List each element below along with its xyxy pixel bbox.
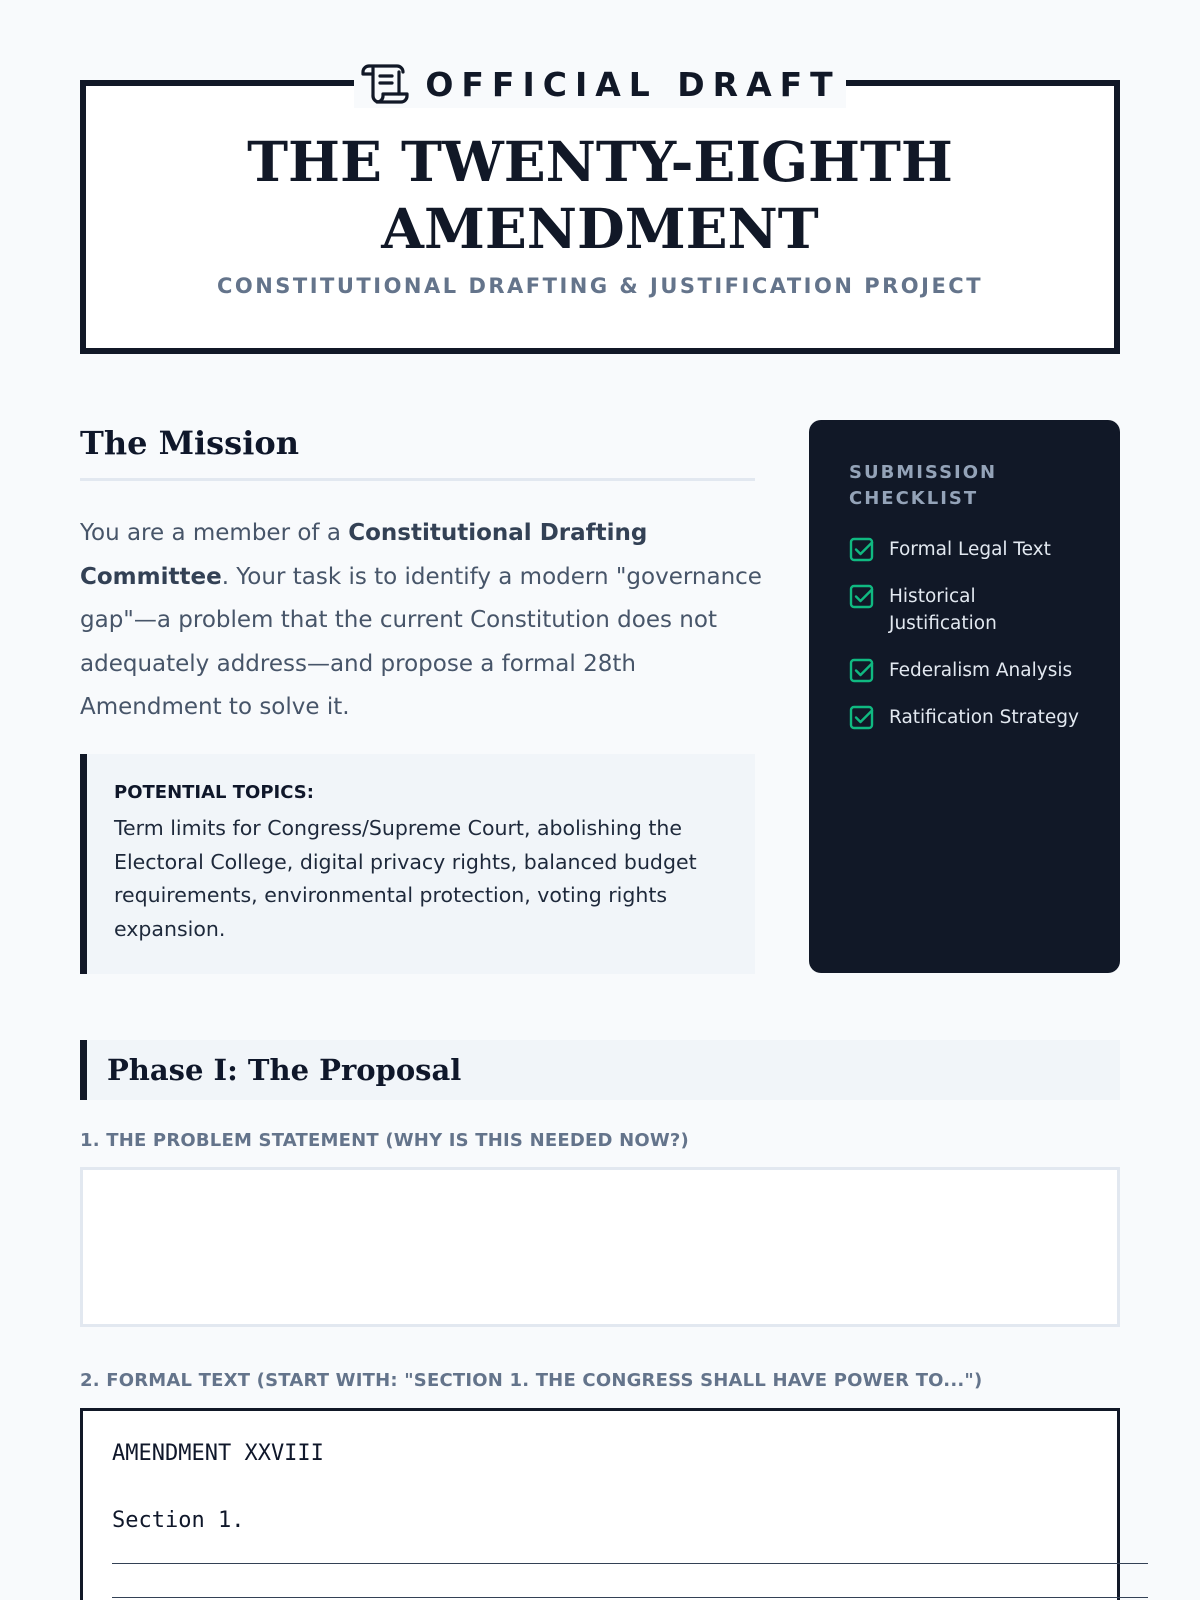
formal-text-label: 2. FORMAL TEXT (START WITH: "SECTION 1. THE CONGRESS SHALL HAVE POWER TO..."): [80, 1370, 983, 1391]
mission-divider: [80, 478, 755, 481]
phase-1-section-header: [80, 1040, 1120, 1100]
formal-text-field[interactable]: [80, 1408, 1120, 1600]
checklist-item: [849, 583, 1090, 637]
page-title-line1: THE TWENTY-EIGHTH: [247, 129, 953, 194]
checklist-item-label: Formal Legal Text: [889, 539, 1051, 560]
scroll-icon: [359, 60, 411, 108]
mission-text-emphasis: Constitutional Drafting Committee: [80, 520, 648, 590]
page-title: [86, 128, 1114, 262]
writing-line: [112, 1563, 1148, 1564]
problem-statement-field[interactable]: [80, 1167, 1120, 1327]
writing-line: [112, 1597, 1148, 1598]
checklist-item-label: Federalism Analysis: [889, 660, 1073, 681]
checklist-item-label: Historical Justification: [889, 586, 997, 634]
checkbox-checked-icon: [849, 584, 875, 610]
checklist-item: [849, 704, 1090, 731]
checkbox-checked-icon: [849, 537, 875, 563]
official-draft-tag: [354, 60, 846, 108]
page-subtitle: CONSTITUTIONAL DRAFTING & JUSTIFICATION PROJECT: [216, 274, 984, 298]
section-1-text: Section 1.: [112, 1508, 245, 1533]
mission-paragraph: [80, 512, 770, 730]
page-title-line2: AMENDMENT: [381, 196, 819, 261]
amendment-number-text: AMENDMENT XXVIII: [112, 1441, 324, 1466]
checkbox-checked-icon: [849, 658, 875, 684]
checklist-item: [849, 657, 1090, 684]
mission-text-rest: . Your task is to identify a modern "governance gap"—a problem that the current Constitution does not adequately address—and propose a formal 28th Amendment to solve it.: [80, 563, 762, 720]
checklist-item-label: Ratification Strategy: [889, 707, 1079, 728]
submission-checklist: [809, 420, 1120, 973]
potential-topics-text: Term limits for Congress/Supreme Court, abolishing the Electoral College, digital privacy rights, balanced budget requirements, environmental protection, voting rights expansion.: [114, 816, 697, 941]
mission-heading: The Mission: [80, 424, 299, 462]
mission-text-intro: You are a member of a: [80, 520, 349, 546]
potential-topics-label: POTENTIAL TOPICS:: [114, 782, 314, 803]
checklist-item: [849, 536, 1090, 563]
potential-topics-callout: [80, 754, 755, 974]
phase-1-title: Phase I: The Proposal: [107, 1053, 462, 1087]
problem-statement-label: 1. THE PROBLEM STATEMENT (WHY IS THIS NEEDED NOW?): [80, 1130, 689, 1151]
checkbox-checked-icon: [849, 705, 875, 731]
official-draft-label: OFFICIAL DRAFT: [425, 64, 841, 104]
checklist-title: SUBMISSION CHECKLIST: [849, 462, 998, 509]
